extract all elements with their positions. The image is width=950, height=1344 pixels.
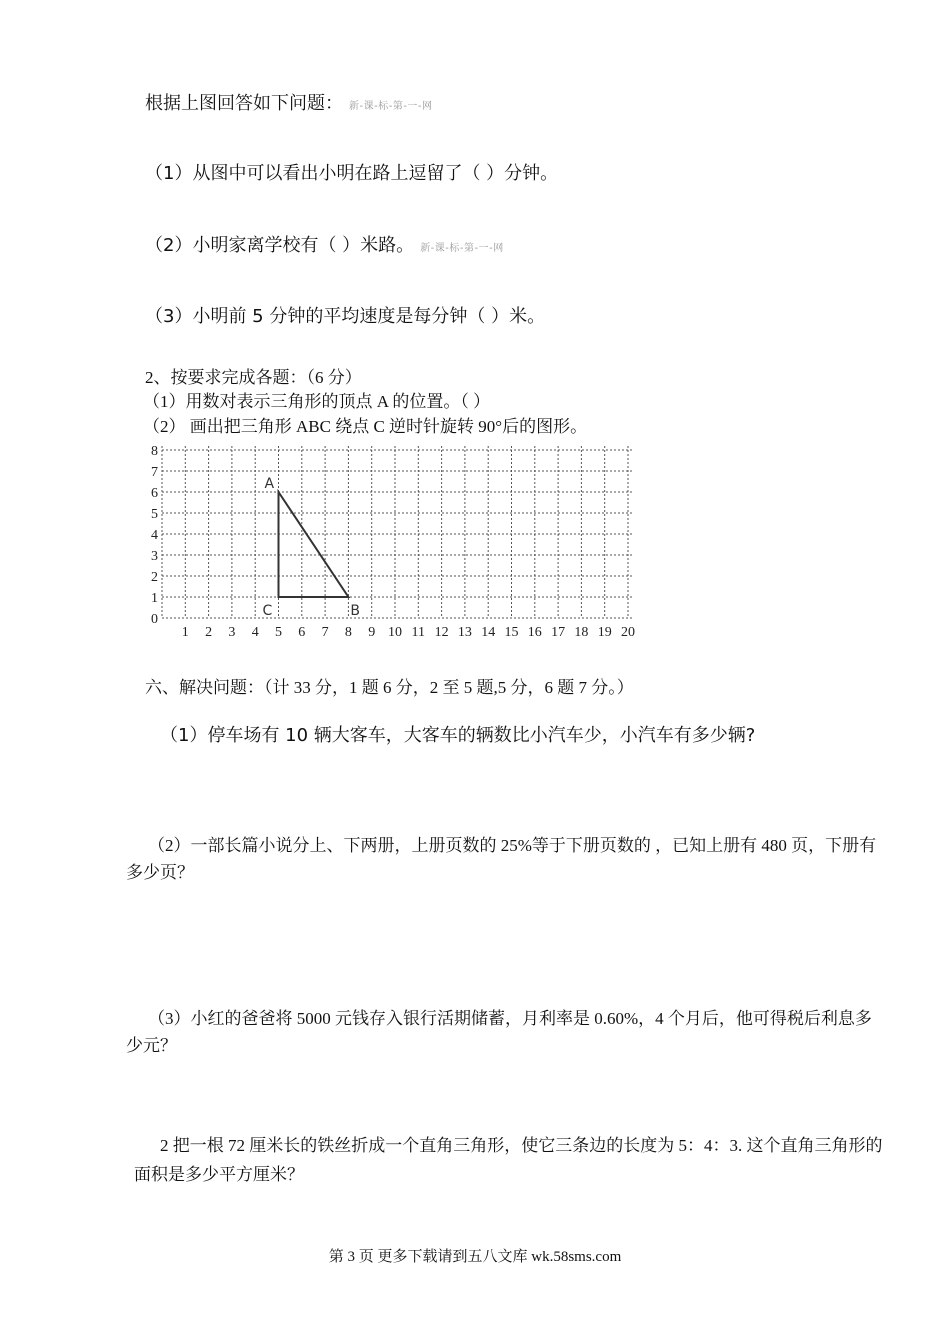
x-tick-label: 16 (527, 625, 542, 640)
x-tick-label: 7 (321, 625, 329, 640)
y-tick-label: 4 (151, 528, 158, 543)
vertex-label-c: C (262, 603, 273, 619)
x-tick-label: 5 (275, 625, 282, 640)
y-tick-label: 0 (151, 612, 158, 627)
question-b2: （2） 画出把三角形 ABC 绕点 C 逆时针旋转 90°后的图形。 (143, 417, 588, 436)
x-tick-label: 9 (368, 625, 376, 640)
x-tick-label: 6 (298, 625, 306, 640)
y-tick-label: 5 (151, 507, 158, 522)
y-tick-label: 8 (151, 444, 158, 459)
x-tick-label: 4 (251, 625, 259, 640)
problem-2: （2）一部长篇小说分上、下两册，上册页数的 25%等于下册页数的 ，已知上册有 480 页，下册有多少页？ (126, 836, 877, 882)
watermark-2: 新-课-标-第-一-网 (420, 243, 504, 254)
y-tick-label: 7 (151, 465, 158, 480)
x-tick-label: 12 (434, 625, 449, 640)
watermark-1: 新-课-标-第-一-网 (349, 101, 433, 112)
question-b1: （1）用数对表示三角形的顶点 A 的位置。（ ） (143, 392, 491, 411)
vertex-label-b: B (350, 603, 361, 619)
problem-1: （1）停车场有 10 辆大客车，大客车的辆数比小汽车少，小汽车有多少辆? (160, 725, 756, 746)
section-b-title: 2、按要求完成各题：（6 分） (145, 368, 362, 387)
page-footer: 第 3 页 更多下载请到五八文库 wk.58sms.com (328, 1249, 622, 1265)
intro-text: 根据上图回答如下问题： (145, 93, 343, 114)
y-tick-label: 2 (151, 570, 158, 585)
x-tick-label: 14 (481, 625, 496, 640)
question-a3: （3）小明前 5 分钟的平均速度是每分钟（ ）米。 (145, 306, 546, 327)
x-tick-label: 20 (621, 625, 635, 640)
question-a1: （1）从图中可以看出小明在路上逗留了（ ）分钟。 (145, 163, 559, 184)
triangle-abc (279, 492, 349, 597)
y-tick-label: 3 (151, 549, 158, 564)
problem-3: （3）小红的爸爸将 5000 元钱存入银行活期储蓄，月利率是 0.60%，4 个月后，他可得税后利息多少元？ (126, 1009, 872, 1055)
x-tick-label: 10 (388, 625, 402, 640)
section-c-title: 六、解决问题：（计 33 分，1 题 6 分，2 至 5 题,5 分，6 题 7 分。） (145, 678, 634, 697)
problem-4: 2 把一根 72 厘米长的铁丝折成一个直角三角形，使它三条边的长度为 5：4：3. 这个直角三角形的面积是多少平方厘米？ (134, 1136, 883, 1184)
x-tick-label: 15 (504, 625, 519, 640)
question-a2: （2）小明家离学校有（ ）米路。 (145, 235, 415, 256)
x-tick-label: 13 (457, 625, 472, 640)
x-tick-label: 3 (228, 625, 236, 640)
y-tick-label: 1 (151, 591, 158, 606)
x-tick-label: 17 (551, 625, 566, 640)
y-tick-label: 6 (151, 486, 158, 501)
x-tick-label: 1 (181, 625, 189, 640)
x-tick-label: 11 (411, 625, 426, 640)
x-tick-label: 19 (597, 625, 612, 640)
vertex-label-a: A (264, 476, 275, 492)
x-tick-label: 2 (205, 625, 213, 640)
x-tick-label: 18 (574, 625, 589, 640)
x-tick-label: 8 (344, 625, 352, 640)
